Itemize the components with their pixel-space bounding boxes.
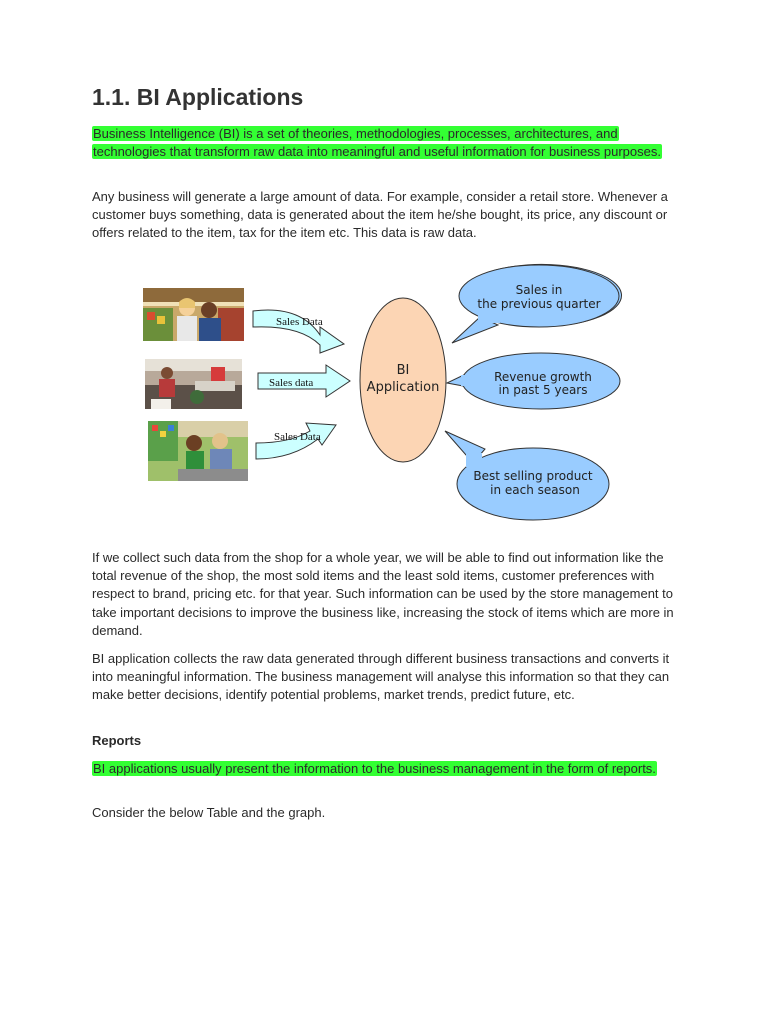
- bi-diagram: [140, 255, 640, 525]
- output-2-line2: in past 5 years: [498, 383, 588, 397]
- bi-application-paragraph: BI application collects the raw data generated through different business transactions and converts it into meaningful information. The business management will analyse this information so that they can make better decisions, identify potential problems, market trends, predict future, etc.: [92, 651, 670, 703]
- output-1-line2: the previous quarter: [477, 297, 601, 311]
- center-label-line1: BI: [396, 363, 410, 378]
- bubble-2-join: [461, 375, 475, 386]
- section-heading: 1.1. BI Applications: [92, 84, 304, 110]
- arrow-label-2: Sales data: [269, 377, 314, 389]
- center-label-line2: Application: [366, 380, 440, 395]
- output-2-line1: Revenue growth: [494, 370, 592, 384]
- diagram-drawing: [140, 255, 640, 525]
- example-paragraph: Any business will generate a large amount of data. For example, consider a retail store. Whenever a customer buys something, data is generated about the item he/she bought, its price, any discount or offers related to the item, tax for the item etc. This data is raw data.: [92, 189, 668, 241]
- output-3-line2: in each season: [490, 483, 580, 497]
- arrow-label-3: Sales Data: [274, 431, 321, 443]
- arrow-label-1: Sales Data: [276, 316, 323, 328]
- collect-paragraph: If we collect such data from the shop for a whole year, we will be able to find out information like the total revenue of the shop, the most sold items and the least sold items, customer preferences with respect to brand, pricing etc. for that year. Such information can be used by the store management to take important decisions to improve the business like, increasing the stock of items which are more in demand.: [92, 550, 674, 638]
- bubble-3-join: [466, 453, 482, 467]
- output-1-line1: Sales in: [515, 283, 563, 297]
- definition-paragraph: [92, 125, 682, 161]
- bubble-1-join: [478, 313, 500, 323]
- reports-highlight: BI applications usually present the information to the business management in the form of reports.: [93, 761, 656, 776]
- consider-paragraph: Consider the below Table and the graph.: [92, 805, 326, 820]
- reports-heading: Reports: [92, 733, 142, 748]
- definition-highlight: Business Intelligence (BI) is a set of theories, methodologies, processes, architectures, and technologies that transform raw data into meaningful and useful information for business purposes.: [93, 126, 661, 160]
- reports-paragraph: [92, 760, 682, 778]
- output-3-line1: Best selling product: [473, 469, 593, 483]
